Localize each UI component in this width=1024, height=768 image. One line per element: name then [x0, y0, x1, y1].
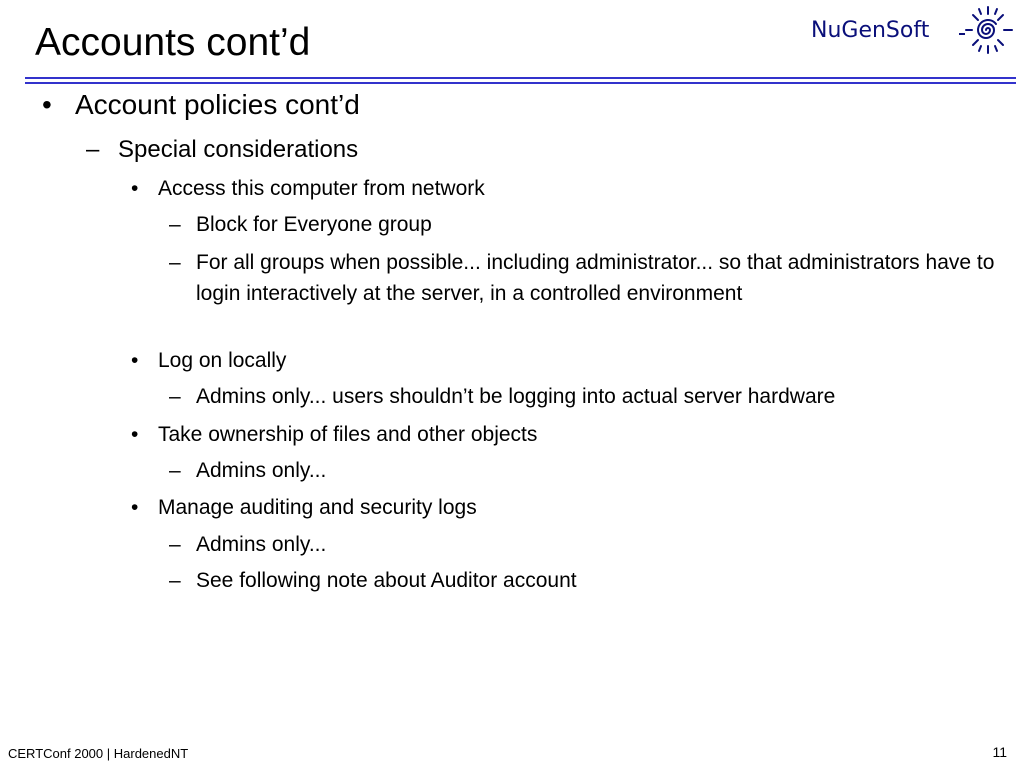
bullet-text: For all groups when possible... including administrator... so that administrators have to login interactively at the server, in a controlled environment — [196, 251, 995, 305]
dash-marker: – — [86, 136, 100, 163]
bullet-text: Manage auditing and security logs — [158, 496, 477, 519]
list-item-level4 — [169, 530, 327, 561]
list-item-level3 — [131, 493, 477, 523]
dash-marker: – — [169, 251, 181, 274]
list-item-level3 — [131, 346, 287, 376]
list-item-level4 — [169, 210, 432, 241]
bullet-text: Admins only... — [196, 533, 327, 556]
bullet-marker: • — [131, 423, 139, 446]
bullet-text: Admins only... — [196, 459, 327, 482]
slide-title: Accounts cont’d — [35, 21, 311, 64]
dash-marker: – — [169, 213, 181, 236]
bullet-text: Admins only... users shouldn’t be logging into actual server hardware — [196, 385, 836, 408]
list-item-level4 — [169, 566, 577, 597]
dash-marker: – — [169, 569, 181, 592]
dash-marker: – — [169, 533, 181, 556]
bullet-text: Account policies cont’d — [75, 89, 360, 120]
list-item-level1 — [42, 85, 360, 125]
list-item-level3 — [131, 174, 485, 204]
list-item-level4 — [169, 456, 327, 487]
logo-text: NuGenSoft — [811, 18, 930, 43]
bullet-marker: • — [42, 89, 52, 120]
bullet-text: Block for Everyone group — [196, 213, 432, 236]
list-item-level4 — [169, 382, 836, 413]
bullet-text: Log on locally — [158, 349, 287, 372]
page-number: 11 — [992, 744, 1007, 760]
list-item-level3 — [131, 420, 538, 450]
list-item-level4 — [169, 248, 996, 309]
bullet-text: Take ownership of files and other objects — [158, 423, 538, 446]
bullet-marker: • — [131, 496, 139, 519]
bullet-marker: • — [131, 177, 139, 200]
bullet-text: See following note about Auditor account — [196, 569, 577, 592]
bullet-text: Special considerations — [118, 136, 359, 163]
title-rule-bottom — [25, 82, 1016, 84]
sun-spiral-icon — [959, 3, 1017, 57]
dash-marker: – — [169, 385, 181, 408]
nugensoft-logo — [811, 3, 1021, 59]
list-item-level2 — [86, 134, 359, 166]
title-rule-top — [25, 77, 1016, 79]
bullet-text: Access this computer from network — [158, 177, 485, 200]
footer-caption: CERTConf 2000 | HardenedNT — [8, 746, 189, 761]
dash-marker: – — [169, 459, 181, 482]
bullet-marker: • — [131, 349, 139, 372]
